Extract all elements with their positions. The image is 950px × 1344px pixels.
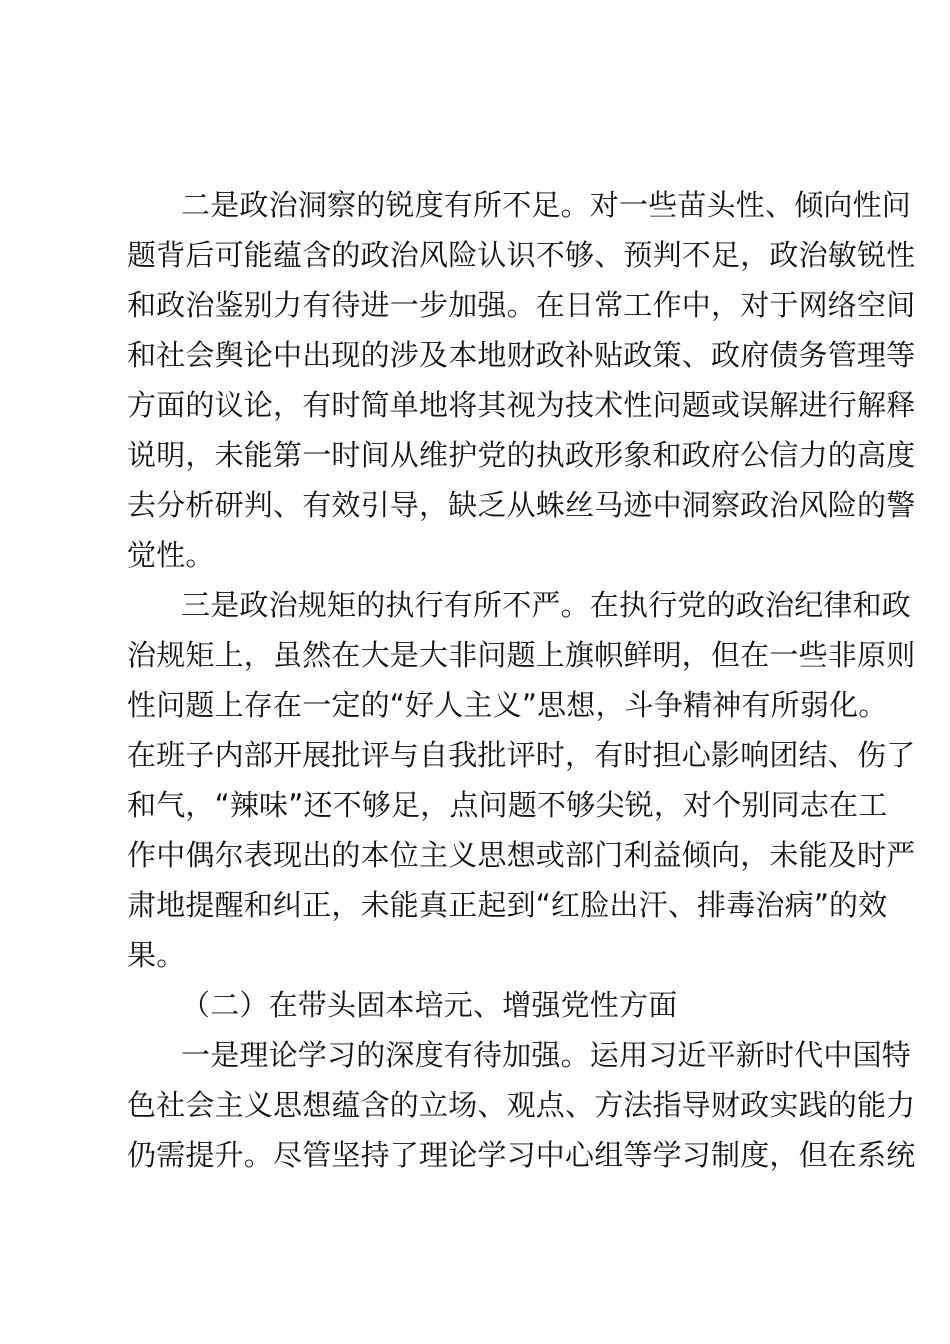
text-line: 觉性。 [127,538,215,572]
text-line: 仍需提升。尽管坚持了理论学习中心组等学习制度，但在系统 [127,1138,916,1172]
text-line: 二是政治洞察的锐度有所不足。对一些苗头性、倾向性问 [181,188,912,222]
paragraph-political-rules [127,580,916,980]
document-page [127,180,916,1180]
text-line: 肃地提醒和纠正，未能真正起到“红脸出汗、排毒治病”的效 [127,888,888,922]
text-line: 方面的议论，有时简单地将其视为技术性问题或误解进行解释 [127,388,916,422]
text-line: 三是政治规矩的执行有所不严。在执行党的政治纪律和政 [181,588,912,622]
text-line: 在班子内部开展批评与自我批评时，有时担心影响团结、伤了 [127,738,916,772]
section-heading [127,980,837,1030]
text-line: 说明，未能第一时间从维护党的执政形象和政府公信力的高度 [127,438,916,472]
heading-line: （二）在带头固本培元、增强党性方面 [181,988,678,1022]
text-line: 作中偶尔表现出的本位主义思想或部门利益倾向，未能及时严 [127,838,916,872]
text-line: 题背后可能蕴含的政治风险认识不够、预判不足，政治敏锐性 [127,238,916,272]
paragraph-theory-study [127,1030,916,1180]
text-line: 和政治鉴别力有待进一步加强。在日常工作中，对于网络空间 [127,288,916,322]
text-line: 性问题上存在一定的“好人主义”思想，斗争精神有所弱化。 [127,688,888,722]
text-line: 果。 [127,938,186,972]
text-line: 去分析研判、有效引导，缺乏从蛛丝马迹中洞察政治风险的警 [127,488,916,522]
text-line: 色社会主义思想蕴含的立场、观点、方法指导财政实践的能力 [127,1088,916,1122]
text-line: 一是理论学习的深度有待加强。运用习近平新时代中国特 [181,1038,912,1072]
text-line: 和社会舆论中出现的涉及本地财政补贴政策、政府债务管理等 [127,338,916,372]
text-line: 治规矩上，虽然在大是大非问题上旗帜鲜明，但在一些非原则 [127,638,916,672]
paragraph-political-insight [127,180,916,580]
text-line: 和气，“辣味”还不够足，点问题不够尖锐，对个别同志在工 [127,788,888,822]
